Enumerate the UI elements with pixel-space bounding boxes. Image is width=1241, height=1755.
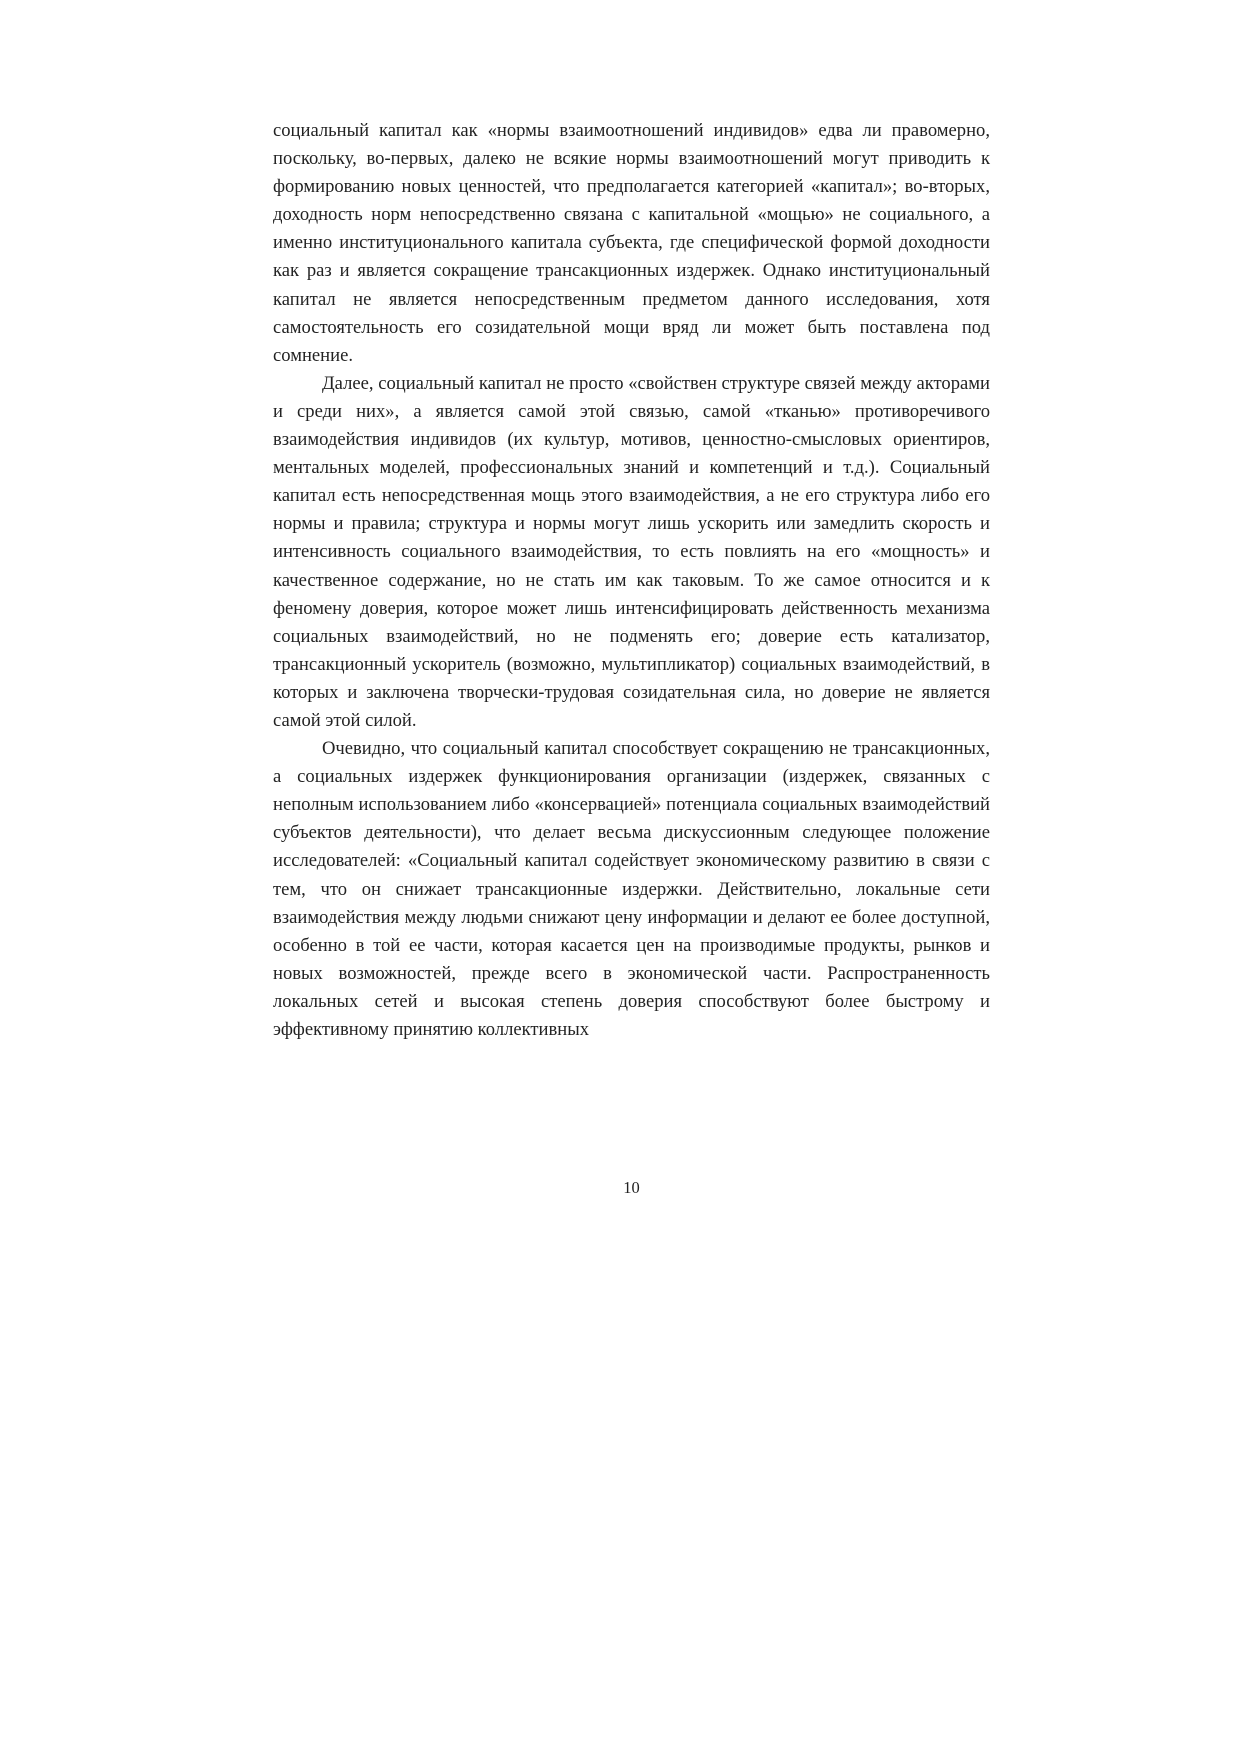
body-text bbox=[273, 117, 990, 1044]
page-number: 10 bbox=[623, 1178, 640, 1197]
paragraph-1: социальный капитал как «нормы взаимоотношений индивидов» едва ли правомерно, поскольку, во-первых, далеко не всякие нормы взаимоотношений могут приводить к формированию новых ценностей, что предполагается категорией «капитал»; во-вторых, доходность норм непосредственно связана с капитальной «мощью» не социального, а именно институционального капитала субъекта, где специфической формой доходности как раз и является сокращение трансакционных издержек. Однако институциональный капитал не является непосредственным предметом данного исследования, хотя самостоятельность его созидательной мощи вряд ли может быть поставлена под сомнение. bbox=[273, 120, 990, 366]
paragraph-3: Очевидно, что социальный капитал способствует сокращению не трансакционных, а социальных издержек функционирования организации (издержек, связанных с неполным использованием либо «консервацией» потенциала социальных взаимодействий субъектов деятельности), что делает весьма дискуссионным следующее положение исследователей: «Социальный капитал содействует экономическому развитию в связи с тем, что он снижает трансакционные издержки. Действительно, локальные сети взаимодействия между людьми снижают цену информации и делают ее более доступной, особенно в той ее части, которая касается цен на производимые продукты, рынков и новых возможностей, прежде всего в экономической части. Распространенность локальных сетей и высокая степень доверия способствуют более быстрому и эффективному принятию коллективных bbox=[273, 738, 990, 1040]
paragraph-2: Далее, социальный капитал не просто «свойствен структуре связей между акторами и среди них», а является самой этой связью, самой «тканью» противоречивого взаимодействия индивидов (их культур, мотивов, ценностно-смысловых ориентиров, ментальных моделей, профессиональных знаний и компетенций и т.д.). Социальный капитал есть непосредственная мощь этого взаимодействия, а не его структура либо его нормы и правила; структура и нормы могут лишь ускорить или замедлить скорость и интенсивность социального взаимодействия, то есть повлиять на его «мощность» и качественное содержание, но не стать им как таковым. То же самое относится и к феномену доверия, которое может лишь интенсифицировать действенность механизма социальных взаимодействий, но не подменять его; доверие есть катализатор, трансакционный ускоритель (возможно, мультипликатор) социальных взаимодействий, в которых и заключена творчески-трудовая созидательная сила, но доверие не является самой этой силой. bbox=[273, 372, 990, 731]
